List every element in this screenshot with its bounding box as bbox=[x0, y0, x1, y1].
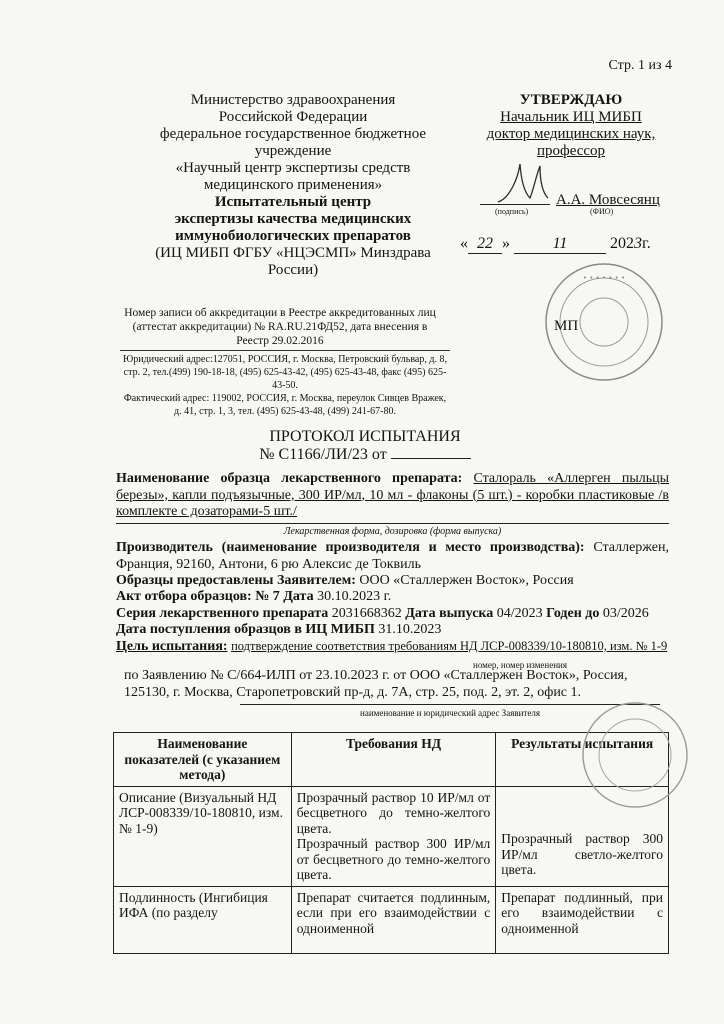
center-line: иммунобиологических препаратов bbox=[175, 228, 411, 244]
protocol-number-text: № С1166/ЛИ/23 от bbox=[259, 446, 387, 463]
sample-block bbox=[116, 471, 669, 521]
svg-text:• • • • • • •: • • • • • • • bbox=[582, 274, 626, 282]
protocol-number bbox=[160, 446, 570, 464]
table-row bbox=[114, 886, 669, 953]
date-year-prefix: 202 bbox=[610, 235, 634, 252]
header-requirements: Требования НД bbox=[291, 733, 496, 787]
provided-label: Образцы предоставлены Заявителем: bbox=[116, 573, 356, 588]
row-requirement: Препарат считается подлинным, если при его взаимодействии с одноименной bbox=[291, 886, 496, 953]
sample-value: Сталораль «Аллерген пыльцы березы», капли подъязычные, 300 ИР/мл, 10 мл - флаконы (5 шт.) - коробки пластиковые /в комплекте с дозаторами-5 шт./ bbox=[116, 471, 670, 519]
header-results: Результаты испытания bbox=[496, 733, 669, 787]
signature-line bbox=[480, 204, 550, 205]
ministry-line: учреждение bbox=[254, 143, 332, 159]
signature-caption: (подпись) bbox=[495, 207, 529, 216]
name-caption: (ФИО) bbox=[590, 207, 614, 216]
series-block bbox=[116, 606, 669, 623]
act-date-label: Дата bbox=[283, 589, 314, 604]
approver-rank: профессор bbox=[536, 143, 606, 159]
date-year: 3 bbox=[634, 235, 642, 252]
arrival-block bbox=[116, 622, 669, 639]
purpose-block bbox=[116, 638, 669, 656]
date-day: 22 bbox=[468, 235, 502, 254]
arrival-value: 31.10.2023 bbox=[378, 622, 442, 637]
protocol-title-block bbox=[160, 428, 570, 464]
manufacturer-block bbox=[116, 540, 669, 573]
approve-title: УТВЕРЖДАЮ bbox=[519, 92, 623, 108]
manufacturer-value: Сталлержен, Франция, 92160, Антони, 6 рю Алексис де Токвиль bbox=[116, 540, 669, 572]
approver-position: Начальник ИЦ МИБП bbox=[500, 109, 642, 125]
approval-date bbox=[460, 235, 670, 254]
date-year-suffix: г. bbox=[642, 235, 651, 252]
act-label: Акт отбора образцов: bbox=[116, 589, 252, 604]
requirement-10ir: Прозрачный раствор 10 ИР/мл от бесцветного до темно-желтого цвета. bbox=[296, 789, 491, 836]
approval-block bbox=[476, 92, 666, 160]
provided-value: ООО «Сталлержен Восток», Россия bbox=[359, 573, 574, 588]
act-number: № 7 bbox=[255, 589, 280, 604]
sample-label: Наименование образца лекарственного препарата: bbox=[116, 471, 463, 486]
row-indicator: Описание (Визуальный НД ЛСР-008339/10-180810, изм. № 1-9) bbox=[114, 786, 292, 886]
address-block bbox=[120, 350, 450, 418]
ministry-header bbox=[148, 92, 438, 279]
ministry-line: федеральное государственное бюджетное bbox=[159, 126, 427, 142]
manufacturer-label: Производитель (наименование производителя и место производства): bbox=[116, 540, 585, 555]
center-line: Испытательный центр bbox=[214, 194, 372, 210]
legal-address: Юридический адрес:127051, РОССИЯ, г. Москва, Петровский бульвар, д. 8, стр. 2, тел.(499) 190-18-18, (495) 625-43-42, (495) 625-43-48, факс (495) 625-43-50. bbox=[123, 354, 447, 391]
act-block bbox=[116, 589, 669, 606]
protocol-title: ПРОТОКОЛ ИСПЫТАНИЯ bbox=[269, 428, 461, 445]
signature-image bbox=[490, 158, 560, 208]
company-stamp-image bbox=[580, 700, 690, 810]
stamp-place-label: МП bbox=[554, 318, 579, 334]
center-abbreviation: (ИЦ МИБП ФГБУ «НЦЭСМП» Минздрава России) bbox=[155, 245, 431, 278]
actual-address: Фактический адрес: 119002, РОССИЯ, г. Москва, переулок Сивцев Вражек, д. 41, стр. 1, 3, тел. (495) 625-43-48, (499) 241-67-80. bbox=[123, 393, 447, 417]
approver-name: А.А. Мовсесянц bbox=[556, 192, 660, 208]
ministry-line: «Научный центр экспертизы средств bbox=[175, 160, 411, 176]
release-value: 04/2023 bbox=[496, 606, 543, 621]
accreditation-info: Номер записи об аккредитации в Реестре аккредитованных лиц (аттестат аккредитации) № RA.RU.21ФД52, дата внесения в Реестр 29.02.2016 bbox=[124, 307, 436, 347]
purpose-value: подтверждение соответствия требованиям НД ЛСР-008339/10-180810, изм. № 1-9 bbox=[231, 639, 668, 653]
header-indicators: Наименование показателей (с указанием метода) bbox=[114, 733, 292, 787]
provided-block bbox=[116, 573, 669, 590]
expiry-value: 03/2026 bbox=[602, 606, 649, 621]
purpose-label: Цель испытания: bbox=[116, 639, 228, 654]
row-result: Прозрачный раствор 300 ИР/мл светло-желтого цвета. bbox=[496, 786, 669, 886]
purpose-hint: номер, номер изменения bbox=[473, 660, 567, 670]
center-line: экспертизы качества медицинских bbox=[174, 211, 412, 227]
row-requirement bbox=[291, 786, 496, 886]
arrival-label: Дата поступления образцов в ИЦ МИБП bbox=[116, 622, 375, 637]
application-text: по Заявлению № С/664-ИЛП от 23.10.2023 г. от ООО «Сталлержен Восток», Россия, 125130, г. Москва, Старопетровский пр-д, д. 7А, стр. 25, под. 2, эт. 2, офис 1. bbox=[124, 668, 628, 700]
series-label: Серия лекарственного препарата bbox=[116, 606, 329, 621]
ministry-line: Министерство здравоохранения bbox=[190, 92, 396, 108]
date-quote-open: « bbox=[460, 235, 468, 252]
sample-hint: Лекарственная форма, дозировка (форма выпуска) bbox=[116, 523, 669, 541]
approver-degree: доктор медицинских наук, bbox=[486, 126, 656, 142]
ministry-line: Российской Федерации bbox=[218, 109, 368, 125]
series-value: 2031668362 bbox=[331, 606, 402, 621]
expiry-label: Годен до bbox=[546, 606, 600, 621]
act-date: 30.10.2023 г. bbox=[317, 589, 392, 604]
ministry-line: медицинского применения» bbox=[203, 177, 383, 193]
row-indicator: Подлинность (Ингибиция ИФА (по разделу bbox=[114, 886, 292, 953]
requirement-300ir: Прозрачный раствор 300 ИР/мл от бесцветного до темно-желтого цвета. bbox=[296, 836, 491, 882]
date-quote-close: » bbox=[502, 235, 510, 252]
release-label: Дата выпуска bbox=[405, 606, 494, 621]
date-month: 11 bbox=[514, 235, 606, 254]
page-number: Стр. 1 из 4 bbox=[608, 58, 672, 73]
row-result: Препарат подлинный, при его взаимодействии с одноименной bbox=[496, 886, 669, 953]
application-hint: наименование и юридический адрес Заявителя bbox=[240, 704, 660, 722]
